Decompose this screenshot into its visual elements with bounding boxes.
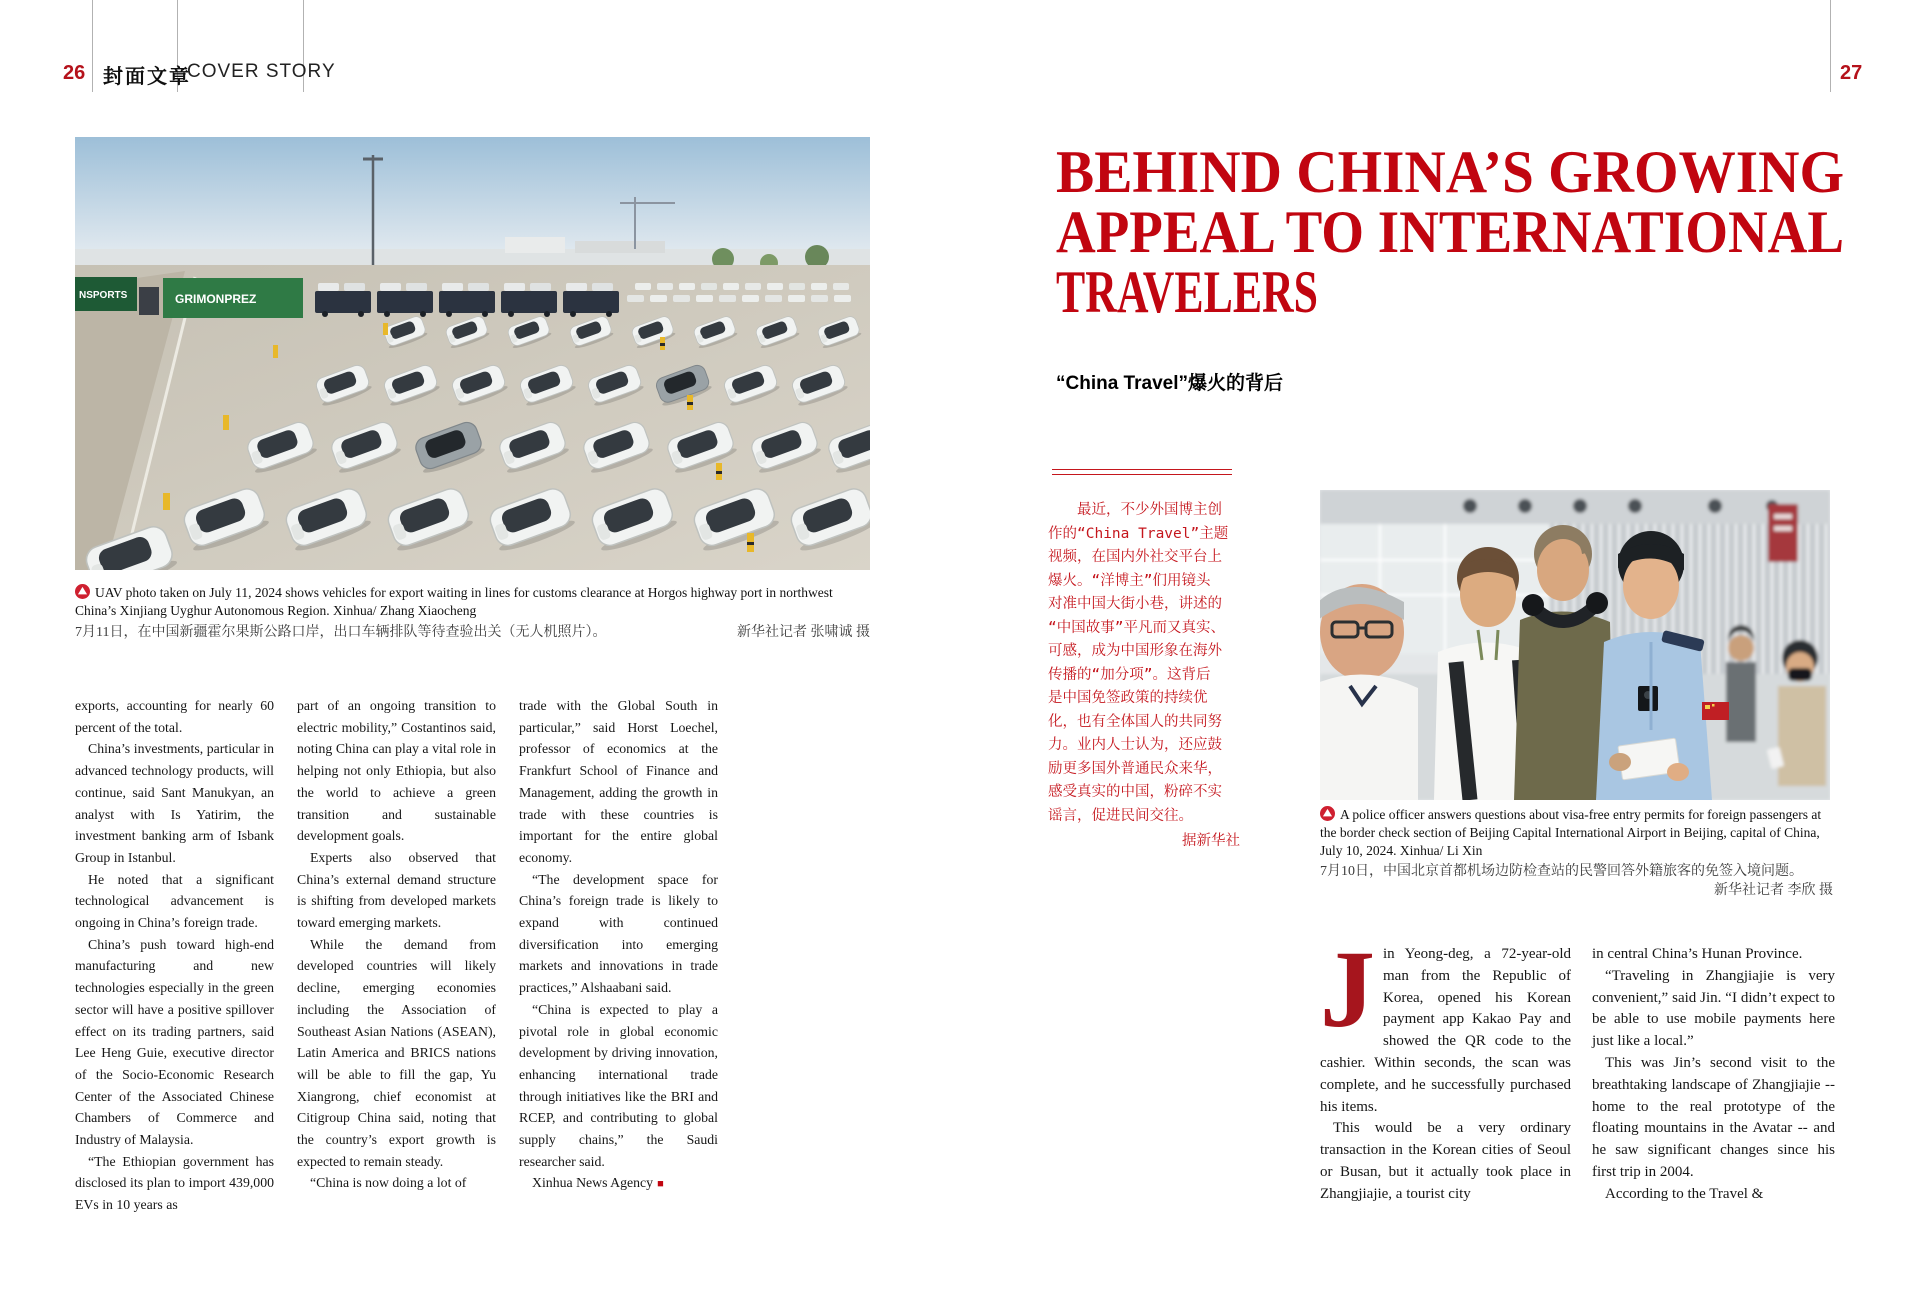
intro-cn-line: 感受真实的中国，粉碎不实	[1048, 784, 1222, 800]
container-label: GRIMONPREZ	[175, 292, 257, 306]
body-paragraph: This was Jin’s second visit to the breathtaking landscape of Zhangjiajie -- home to the real prototype of the floating mountains in the Avatar -- and he saw significant changes since his first trip in 2004.	[1592, 1054, 1835, 1180]
intro-cn-line: 视频，在国内外社交平台上	[1048, 549, 1222, 565]
header-divider	[92, 0, 93, 92]
body-paragraph: Experts also observed that China’s external demand structure is shifting from developed markets toward emerging markets.	[297, 849, 496, 931]
body-paragraph: This would be a very ordinary transaction in the Korean cities of Seoul or Busan, but it actually took place in Zhangjiajie, a tourist city	[1320, 1120, 1571, 1202]
photo-caption-left-cn-row	[75, 624, 870, 642]
photo-caption-left-text: UAV photo taken on July 11, 2024 shows vehicles for export waiting in lines for customs clearance at Horgos highway port in northwest China’s Xinjiang Uyghur Autonomous Region. Xinhua/ Zhang Xiaocheng	[75, 585, 833, 618]
photo-caption-right-text: A police officer answers questions about visa-free entry permits for foreign passengers at the border check section of Beijing Capital International Airport in Beijing, capital of China, July 10, 2024. Xinhua/ Li Xin	[1320, 807, 1822, 858]
intro-cn-line: 化，也有全体国人的共同努	[1048, 713, 1222, 730]
headline-line-1: BEHIND CHINA’S GROWING	[1056, 140, 1844, 205]
photo-caption-right	[1320, 806, 1833, 860]
body-paragraph: exports, accounting for nearly 60 percent of the total.	[75, 698, 274, 735]
photo-caption-left	[75, 584, 873, 620]
body-column	[519, 695, 718, 1196]
body-paragraph: in central China’s Hunan Province.	[1592, 946, 1803, 962]
photo-caption-right-block	[1320, 806, 1833, 900]
intro-cn-line: 谣言，促进民间交往。	[1048, 807, 1193, 824]
section-title-cn: 封面文章	[103, 66, 191, 88]
article-subtitle-cn: “China Travel”爆火的背后	[1056, 373, 1283, 394]
photo-caption-right-cn: 7月10日，中国北京首都机场边防检查站的民警回答外籍旅客的免签入境问题。	[1320, 864, 1803, 879]
body-paragraph: “Traveling in Zhangjiajie is very convenient,” said Jin. “I didn’t expect to be able to use mobile payments here just like a local.”	[1592, 967, 1835, 1050]
body-paragraph: “The Ethiopian government has disclosed its plan to import 439,000 EVs in 10 years as	[75, 1153, 274, 1213]
photo-caption-left-cn: 7月11日，在中国新疆霍尔果斯公路口岸，出口车辆排队等待查验出关（无人机照片）。	[75, 625, 607, 640]
background-traveler	[1726, 625, 1756, 742]
xinhua-photo-icon	[1320, 806, 1335, 821]
intro-cn-line: “中国故事”平凡而又真实、	[1048, 619, 1225, 636]
body-paragraph: Xinhua News Agency ■	[532, 1175, 664, 1191]
intro-rule	[1052, 469, 1232, 475]
headline-line-2: APPEAL TO INTERNATIONAL	[1056, 199, 1844, 265]
body-column	[1592, 944, 1835, 1206]
body-paragraph: trade with the Global South in particular,” said Horst Loechel, professor of economics at the Frankfurt School of Finance and Management, adding the growth in trade with these countries is important for the entire global economy.	[519, 698, 718, 865]
photo-horgos-port	[75, 137, 870, 570]
body-paragraph: “China is expected to play a pivotal role in global economic development by driving innovation, enhancing international trade through initiatives like the BRI and RCEP, and contributing to global supply chains,” the Saudi researcher said.	[519, 1001, 718, 1169]
sky	[75, 137, 870, 267]
page-number-right: 27	[1840, 62, 1863, 84]
intro-cn-line: 传播的“加分项”。这背后	[1048, 666, 1211, 683]
body-column	[297, 695, 496, 1194]
xinhua-photo-icon	[75, 584, 90, 599]
intro-cn-line: 爆火。“洋博主”们用镜头	[1048, 572, 1211, 589]
intro-cn-line: 励更多国外普通民众来华，	[1048, 760, 1222, 777]
body-column	[1320, 928, 1571, 1206]
body-column	[75, 695, 274, 1216]
intro-cn-credit: 据新华社	[1182, 833, 1240, 849]
drop-cap: J	[1320, 928, 1375, 1050]
intro-cn-line: 可感，成为中国形象在海外	[1048, 643, 1222, 659]
red-sign	[1768, 504, 1798, 562]
page-number-left: 26	[63, 62, 86, 84]
body-paragraph: “The development space for China’s foreign trade is likely to expand with continued diversification into emerging markets and innovations in trade practices,” Alshaabani said.	[519, 871, 718, 996]
body-paragraph: Jin Yeong-deg, a 72-year-old man from the Republic of Korea, opened his Korean payment app Kakao Pay and showed the QR code to the cashier. Within seconds, the scan was complete, and he successfully purchased his items.	[1320, 928, 1571, 1115]
hand	[1609, 753, 1631, 771]
headline-line-3: TRAVELERS	[1056, 259, 1318, 325]
end-mark: ■	[657, 1178, 664, 1191]
body-paragraph: China’s investments, particular in advanced technology products, will continue, said Sant Manukyan, an analyst with Is Yatirim, the investment banking arm of Isbank Group in Istanbul.	[75, 741, 274, 865]
photo-credit-left-cn: 新华社记者 张啸诚 摄	[737, 625, 870, 640]
intro-cn-line: 是中国免签政策的持续优	[1048, 690, 1208, 706]
body-paragraph: He noted that a significant technological advancement is ongoing in China’s foreign trade.	[75, 871, 274, 931]
body-paragraph: “China is now doing a lot of	[310, 1175, 467, 1191]
china-flag-patch	[1702, 702, 1729, 720]
header-divider	[1830, 0, 1831, 92]
intro-cn-line: 对准中国大街小巷，讲述的	[1048, 596, 1222, 612]
body-paragraph: While the demand from developed countries will likely decline, emerging economies including the Association of Southeast Asian Nations (ASEAN), Latin America and BRICS nations will be able to fill the gap, Yu Xiangrong, chief economist at Citigroup China said, noting that the country’s export growth is expected to remain steady.	[297, 936, 496, 1169]
body-paragraph: According to the Travel &	[1605, 1185, 1764, 1202]
traveler-older-man	[1320, 584, 1418, 800]
body-paragraph: China’s push toward high-end manufacturing and new technologies especially in the green sector will have a positive spillover effect on its trading partners, said Lee Heng Guie, executive director of the Socio-Economic Research Center of the Associated Chinese Chambers of Commerce and Industry of Malaysia.	[75, 936, 274, 1148]
intro-cn-credit-row	[1048, 829, 1240, 853]
container-label: NSPORTS	[79, 290, 128, 301]
body-paragraph: part of an ongoing transition to electric mobility,” Costantinos said, noting China can play a vital role in helping not only Ethiopia, but also the world to achieve a green transition and sustainable development goals.	[297, 698, 496, 844]
intro-cn-block	[1048, 499, 1240, 828]
face-mask	[1788, 668, 1812, 681]
intro-cn-line: 力。业内人士认为，还应鼓	[1048, 737, 1222, 753]
section-title-en: COVER STORY	[187, 61, 336, 82]
photo-airport-border-check	[1320, 490, 1830, 800]
photo-credit-right-cn: 新华社记者 李欣 摄	[1714, 883, 1833, 898]
article-headline	[1056, 140, 1848, 331]
intro-cn-line: 最近，不少外国博主创	[1077, 502, 1222, 518]
intro-cn-line: 作的“China Travel”主题	[1048, 525, 1229, 542]
